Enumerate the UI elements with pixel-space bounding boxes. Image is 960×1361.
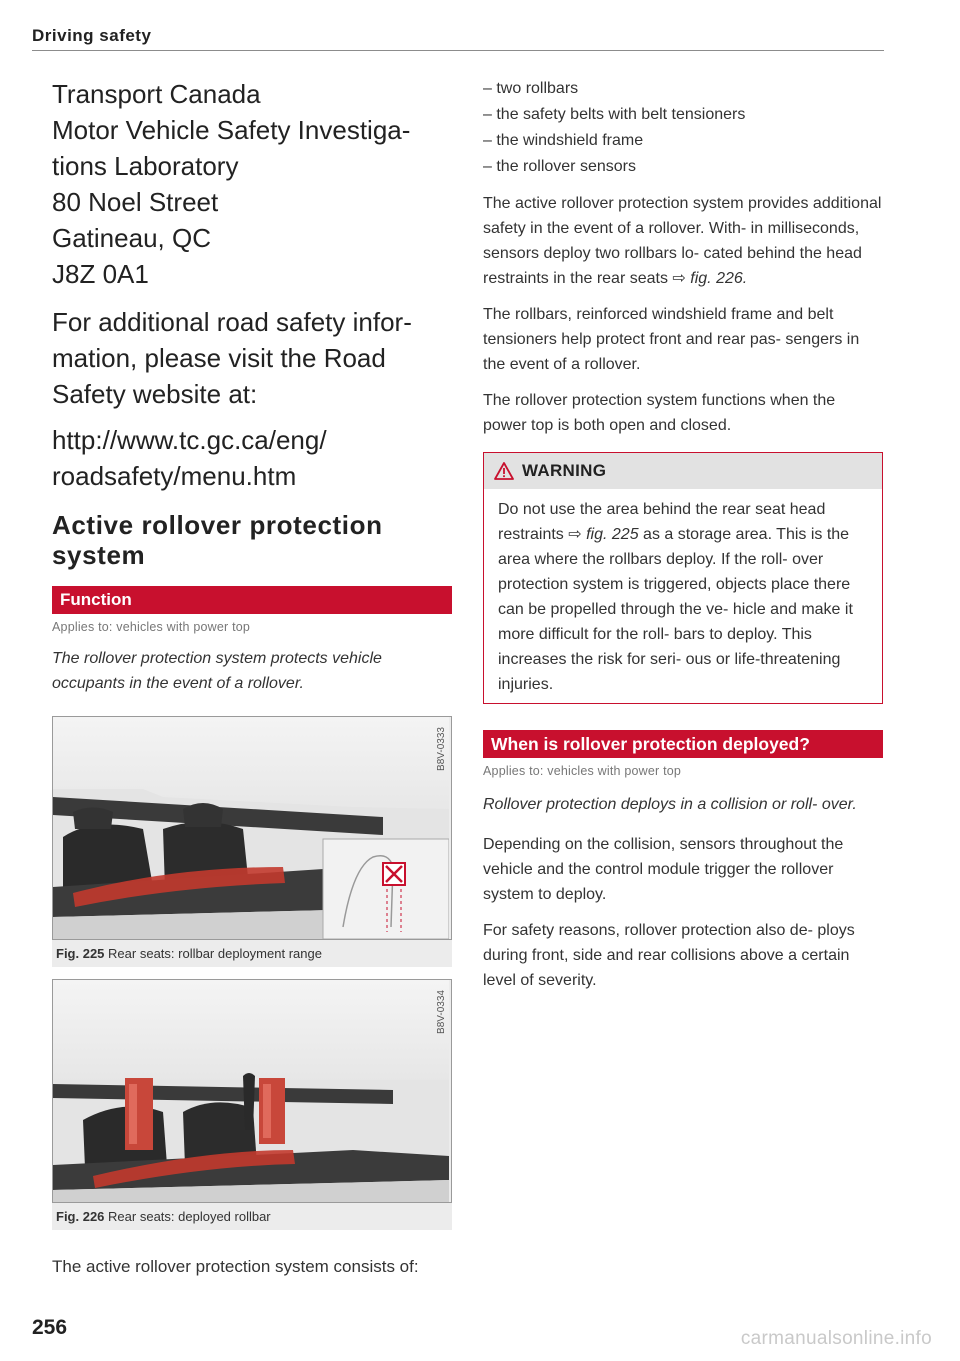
figure-caption-text: Rear seats: deployed rollbar (108, 1209, 271, 1224)
figure-label: Fig. 226 (56, 1209, 105, 1224)
warning-box (483, 452, 883, 704)
intro-text: Rollover protection deploys in a collision or roll- over. (483, 796, 857, 813)
paragraph: The rollover protection system functions when the power top is both open and closed. (483, 392, 836, 434)
additional-info-text: For additional road safety infor- mation, please visit the Road Safety website at: (52, 307, 412, 409)
right-column (483, 76, 883, 993)
consists-of-text: The active rollover protection system consists of: (52, 1257, 419, 1276)
list-item: – the safety belts with belt tensioners (483, 102, 883, 128)
applies-to-text: Applies to: vehicles with power top (52, 620, 251, 634)
list-item: – the windshield frame (483, 128, 883, 154)
road-safety-url[interactable] (52, 422, 452, 494)
address-line: Motor Vehicle Safety Investiga- (52, 115, 411, 145)
watermark: carmanualsonline.info (740, 1328, 932, 1349)
address-line: J8Z 0A1 (52, 259, 149, 289)
figure-code: B8V-0333 (436, 727, 447, 771)
warning-text-part: Do not use the area behind the rear seat head restraints (498, 501, 826, 543)
figure-caption (52, 1203, 452, 1230)
page-header-title: Driving safety (32, 26, 152, 45)
figure-reference-link[interactable]: ⇨ fig. 225 (568, 526, 639, 543)
warning-text-part: as a storage area. This is the area where the rollbars deploy. If the roll- over protection system is triggered, objects place there can be propelled through the ve- hicle and make it more difficult for the roll- bars to deploy. This increases the risk for seri- ous or life-threatening injuries. (498, 526, 853, 693)
header-divider (32, 50, 884, 51)
warning-triangle-icon (494, 462, 514, 480)
warning-text (484, 489, 882, 703)
figure-reference-link[interactable]: ⇨ fig. 226. (672, 270, 748, 287)
list-item: – the rollover sensors (483, 154, 883, 180)
url-line: http://www.tc.gc.ca/eng/ (52, 425, 327, 455)
deployment-heading-bar: When is rollover protection deployed? (483, 730, 883, 758)
rear-seats-illustration (53, 717, 449, 939)
address-line: 80 Noel Street (52, 187, 219, 217)
address-line: Gatineau, QC (52, 223, 211, 253)
section-title: Active rollover protection system (52, 510, 383, 570)
left-column (52, 76, 452, 1279)
figure-code: B8V-0334 (436, 990, 447, 1034)
paragraph: For safety reasons, rollover protection also de- ploys during front, side and rear collisions above a certain level of severity. (483, 922, 855, 989)
figure-225 (52, 716, 452, 967)
deployed-rollbar-illustration (53, 980, 449, 1202)
address-line: Transport Canada (52, 79, 261, 109)
figure-label: Fig. 225 (56, 946, 105, 961)
warning-header (484, 453, 882, 489)
page-number: 256 (32, 1316, 68, 1339)
list-item: – two rollbars (483, 76, 883, 102)
figure-caption-text: Rear seats: rollbar deployment range (108, 946, 322, 961)
components-list (483, 76, 883, 180)
applies-to-text: Applies to: vehicles with power top (483, 764, 682, 778)
figure-226 (52, 979, 452, 1230)
intro-text: The rollover protection system protects vehicle occupants in the event of a rollover. (52, 650, 382, 692)
url-line: roadsafety/menu.htm (52, 461, 297, 491)
function-heading-bar: Function (52, 586, 452, 614)
address-line: tions Laboratory (52, 151, 239, 181)
paragraph: Depending on the collision, sensors throughout the vehicle and the control module trigger the rollover system to deploy. (483, 836, 844, 903)
address-block (52, 76, 452, 292)
paragraph: The rollbars, reinforced windshield frame and belt tensioners help protect front and rear pas- sengers in the event of a rollover. (483, 306, 860, 373)
paragraph (483, 191, 883, 291)
figure-226-illustration (52, 979, 452, 1203)
paragraph-text: The active rollover protection system provides additional safety in the event of a rollover. With- in milliseconds, sensors deploy two rollbars lo- cated behind the head restraints in the rear seats (483, 195, 882, 287)
figure-caption (52, 940, 452, 967)
figure-225-illustration (52, 716, 452, 940)
warning-title: WARNING (522, 461, 607, 480)
